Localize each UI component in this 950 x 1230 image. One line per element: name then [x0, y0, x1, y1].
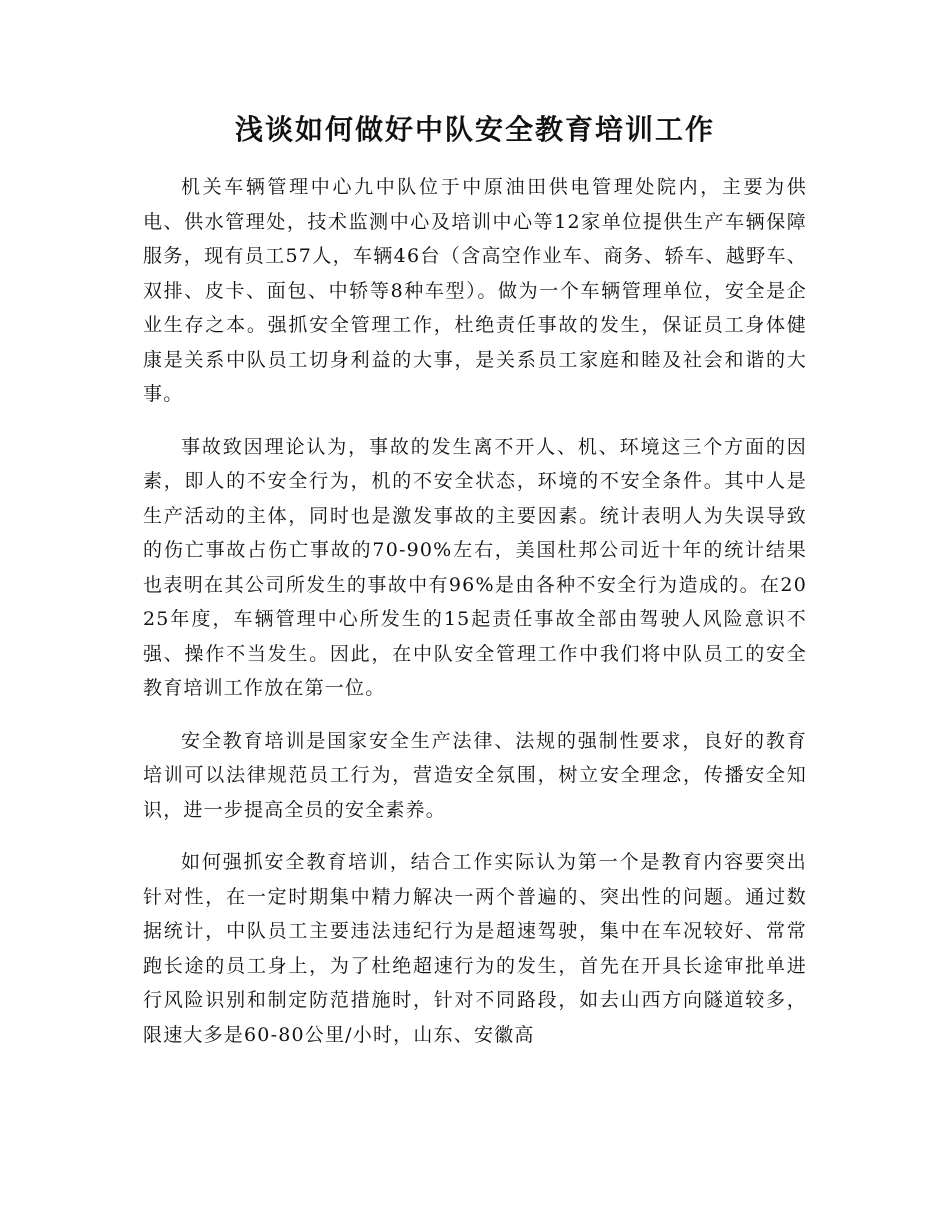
paragraph-intro: 机关车辆管理中心九中队位于中原油田供电管理处院内，主要为供电、供水管理处，技术监测中心及培训中心等12家单位提供生产车辆保障服务，现有员工57人，车辆46台（含高空作业车、商务、轿车、越野车、双排、皮卡、面包、中轿等8种车型）。做为一个车辆管理单位，安全是企业生存之本。强抓安全管理工作，杜绝责任事故的发生，保证员工身体健康是关系中队员工切身利益的大事，是关系员工家庭和睦及社会和谐的大事。	[143, 176, 807, 405]
paragraph-training-method: 如何强抓安全教育培训，结合工作实际认为第一个是教育内容要突出针对性，在一定时期集中精力解决一两个普遍的、突出性的问题。通过数据统计，中队员工主要违法违纪行为是超速驾驶，集中在车况较好、常常跑长途的员工身上，为了杜绝超速行为的发生，首先在开具长途审批单进行风险识别和制定防范措施时，针对不同路段，如去山西方向隧道较多，限速大多是60-80公里/小时，山东、安徽高	[143, 851, 807, 1046]
document-body	[143, 170, 807, 1052]
document-title: 浅谈如何做好中队安全教育培训工作	[234, 113, 715, 146]
paragraph-training-requirement: 安全教育培训是国家安全生产法律、法规的强制性要求，良好的教育培训可以法律规范员工行为，营造安全氛围，树立安全理念，传播安全知识，进一步提高全员的安全素养。	[143, 729, 807, 821]
paragraph-accident-theory: 事故致因理论认为，事故的发生离不开人、机、环境这三个方面的因素，即人的不安全行为，机的不安全状态，环境的不安全条件。其中人是生产活动的主体，同时也是激发事故的主要因素。统计表明人为失误导致的伤亡事故占伤亡事故的70-90%左右，美国杜邦公司近十年的统计结果也表明在其公司所发生的事故中有96%是由各种不安全行为造成的。在2025年度，车辆管理中心所发生的15起责任事故全部由驾驶人风险意识不强、操作不当发生。因此，在中队安全管理工作中我们将中队员工的安全教育培训工作放在第一位。	[143, 435, 807, 699]
